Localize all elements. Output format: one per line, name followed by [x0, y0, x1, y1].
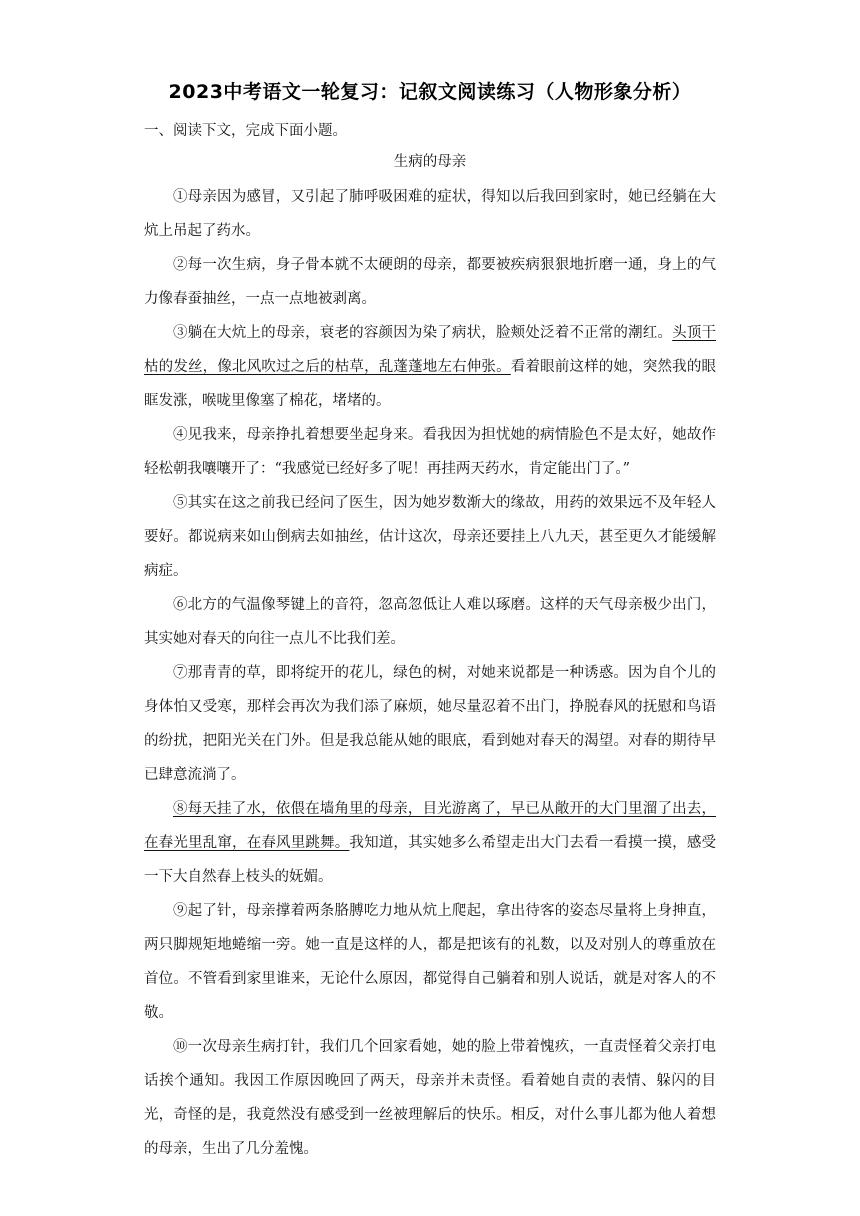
story-title: 生病的母亲	[393, 154, 467, 170]
paragraph-3	[144, 316, 716, 418]
paragraph-7: ⑦那青青的草，即将绽开的花儿，绿色的树，对她来说都是一种诱惑。因为自个儿的身体怕又受寒，那样会再次为我们添了麻烦，她尽量忍着不出门，挣脱春风的抚慰和鸟语的纷扰，把阳光关在门外。但是我总能从她的眼底，看到她对春天的渴望。对春的期待早已肆意流淌了。	[144, 665, 716, 783]
story-body	[144, 180, 716, 1166]
underlined-sentence-1: 头顶干枯的发丝，像北风吹过之后的枯草，乱蓬蓬地左右伸张。	[144, 325, 717, 375]
paragraph-8-tail: 我知道，其实她多么希望走出大门去看一看摸一摸，感受一下大自然春上枝头的妩媚。	[144, 835, 717, 885]
paragraph-3-tail: 看着眼前这样的她，突然我的眼眶发涨，喉咙里像塞了棉花，堵堵的。	[144, 359, 717, 409]
paragraph-9: ⑨起了针，母亲撑着两条胳膊吃力地从炕上爬起，拿出待客的姿态尽量将上身抻直，两只脚规矩地蜷缩一旁。她一直是这样的人，都是把该有的礼数，以及对别人的尊重放在首位。不管看到家里谁来，无论什么原因，都觉得自己躺着和别人说话，就是对客人的不敬。	[144, 903, 716, 1021]
document-title: 2023中考语文一轮复习：记叙文阅读练习（人物形象分析）	[168, 81, 692, 103]
paragraph-5: ⑤其实在这之前我已经问了医生，因为她岁数渐大的缘故，用药的效果远不及年轻人要好。都说病来如山倒病去如抽丝，估计这次，母亲还要挂上八九天，甚至更久才能缓解病症。	[144, 495, 716, 579]
paragraph-4: ④见我来，母亲挣扎着想要坐起身来。看我因为担忧她的病情脸色不是太好，她故作轻松朝我嚷嚷开了：“我感觉已经好多了呢！再挂两天药水，肯定能出门了。”	[144, 427, 716, 477]
paragraph-3-lead: ③躺在大炕上的母亲，衰老的容颜因为染了病状，脸颊处泛着不正常的潮红。	[173, 325, 673, 341]
paragraph-10: ⑩一次母亲生病打针，我们几个回家看她，她的脸上带着愧疚，一直责怪着父亲打电话挨个通知。我因工作原因晚回了两天，母亲并未责怪。看着她自责的表情、躲闪的目光，奇怪的是，我竟然没有感受到一丝被理解后的快乐。相反，对什么事儿都为他人着想的母亲，生出了几分羞愧。	[144, 1039, 716, 1157]
paragraph-2: ②每一次生病，身子骨本就不太硬朗的母亲，都要被疾病狠狠地折磨一通，身上的气力像春蚕抽丝，一点一点地被剥离。	[144, 257, 716, 307]
section-heading: 一、阅读下文，完成下面小题。	[144, 123, 347, 139]
paragraph-6: ⑥北方的气温像琴键上的音符，忽高忽低让人难以琢磨。这样的天气母亲极少出门，其实她对春天的向往一点儿不比我们差。	[144, 597, 716, 647]
paragraph-1: ①母亲因为感冒，又引起了肺呼吸困难的症状，得知以后我回到家时，她已经躺在大炕上吊起了药水。	[144, 189, 716, 239]
underlined-sentence-2: ⑧每天挂了水，依偎在墙角里的母亲，目光游离了，早已从敞开的大门里溜了出去，在春光里乱窜，在春风里跳舞。	[144, 801, 716, 851]
paragraph-8	[144, 792, 716, 894]
